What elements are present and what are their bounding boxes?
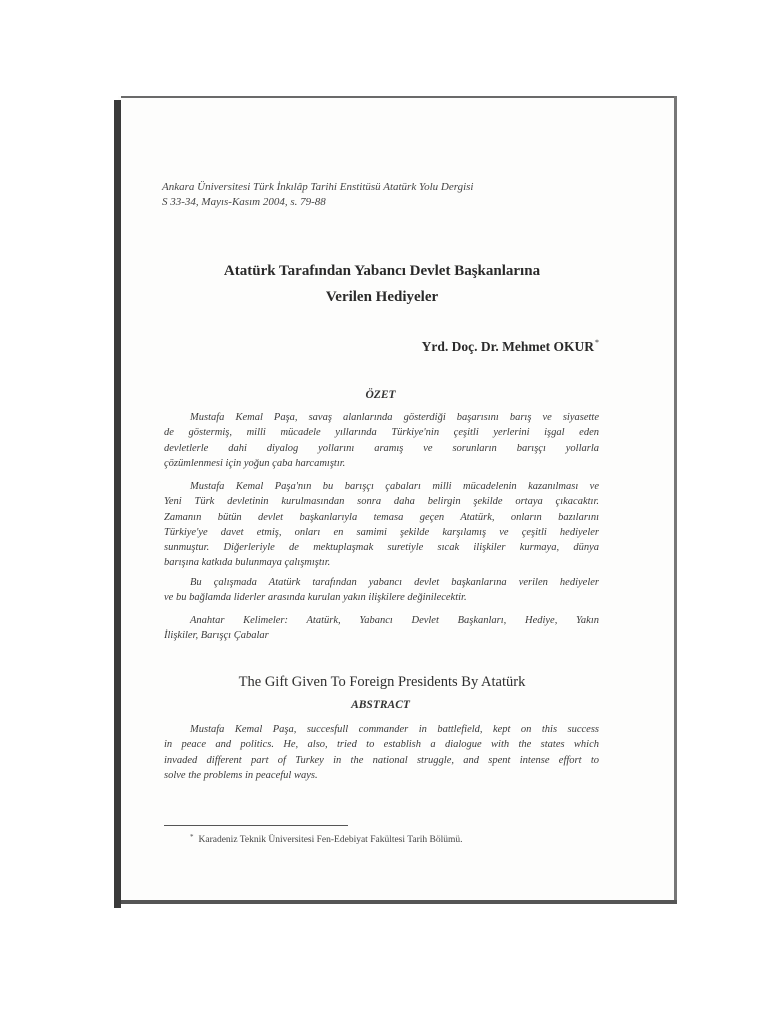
abstract-heading: ABSTRACT xyxy=(351,699,410,711)
author-line xyxy=(300,334,599,356)
journal-citation xyxy=(162,180,642,210)
text-line: Mustafa Kemal Paşa, succesfull commander in battlefield, kept on this success xyxy=(190,724,599,735)
author-name: Yrd. Doç. Dr. Mehmet OKUR xyxy=(421,339,594,354)
text-line: çözümlenmesi için yoğun çaba harcamıştır. xyxy=(164,457,346,469)
text-line: İlişkiler, Barışçı Çabalar xyxy=(164,630,269,642)
text-line: devletlerle dahi diyalog yollarını aramış ve sorunların barışçı yollarla xyxy=(164,442,599,454)
text-line: Anahtar Kelimeler: Atatürk, Yabancı Devlet Başkanları, Hediye, Yakın xyxy=(190,615,599,626)
ozet-paragraph-2 xyxy=(164,479,599,571)
footnote-rule xyxy=(164,825,348,826)
footnote-mark: * xyxy=(190,833,194,841)
text-line: invaded different part of Turkey in the national struggle, and spent intense effort to xyxy=(164,754,599,766)
text-line: barışına katkıda bulunmaya çalışmıştır. xyxy=(164,557,331,569)
text-line: Türkiye'ye davet etmiş, onları en samimi şekilde karşılamış ve çeşitli hediyeler xyxy=(164,526,599,538)
ozet-paragraph-1 xyxy=(164,410,599,471)
ozet-paragraph-3 xyxy=(164,575,599,606)
journal-issue: S 33-34, Mayıs-Kasım 2004, s. 79-88 xyxy=(162,196,326,208)
journal-name: Ankara Üniversitesi Türk İnkılâp Tarihi Enstitüsü Atatürk Yolu Dergisi xyxy=(162,181,474,193)
abstract-paragraph xyxy=(164,722,599,783)
keywords-paragraph xyxy=(164,613,599,644)
text-line: Mustafa Kemal Paşa'nın bu barışçı çabaları milli mücadelenin kazanılması ve xyxy=(190,481,599,492)
page-right-edge xyxy=(674,96,677,902)
text-line: Zamanın bütün devlet başkanlarıyla temasa geçen Atatürk, onların bazılarını xyxy=(164,511,599,523)
text-line: ve bu bağlamda liderler arasında kurulan yakın ilişkilere değinilecektir. xyxy=(164,592,467,604)
text-line: solve the problems in peaceful ways. xyxy=(164,769,318,781)
text-line: Mustafa Kemal Paşa, savaş alanlarında gösterdiği başarısını barış ve siyasette xyxy=(190,412,599,423)
text-line: de göstermiş, milli mücadele yıllarında Türkiye'nin çeşitli yerlerini işgal eden xyxy=(164,427,599,439)
page-left-edge-shadow xyxy=(114,100,121,908)
footnote-text: Karadeniz Teknik Üniversitesi Fen-Edebiyat Fakültesi Tarih Bölümü. xyxy=(198,835,463,845)
page-bottom-edge xyxy=(121,900,677,904)
text-line: in peace and politics. He, also, tried to establish a dialogue with the states which xyxy=(164,739,599,751)
article-title xyxy=(150,258,614,310)
english-title: The Gift Given To Foreign Presidents By Atatürk xyxy=(238,674,526,690)
text-line: sunmuştur. Diğerleriyle de mektuplaşmak suretiyle sıcak ilişkiler kurmaya, dünya xyxy=(164,542,599,554)
text-line: Bu çalışmada Atatürk tarafından yabancı devlet başkanlarına verilen hediyeler xyxy=(190,577,599,588)
article-title-line-1: Atatürk Tarafından Yabancı Devlet Başkanlarına xyxy=(223,263,541,279)
author-footnote-mark: * xyxy=(595,338,599,347)
footnote xyxy=(190,831,610,847)
page-top-edge xyxy=(121,96,676,98)
text-line: Yeni Türk devletinin kurulmasından sonra daha belirgin şekilde ortaya çıkacaktır. xyxy=(164,496,599,508)
article-title-line-2: Verilen Hediyeler xyxy=(325,289,439,305)
ozet-heading: ÖZET xyxy=(365,389,396,401)
